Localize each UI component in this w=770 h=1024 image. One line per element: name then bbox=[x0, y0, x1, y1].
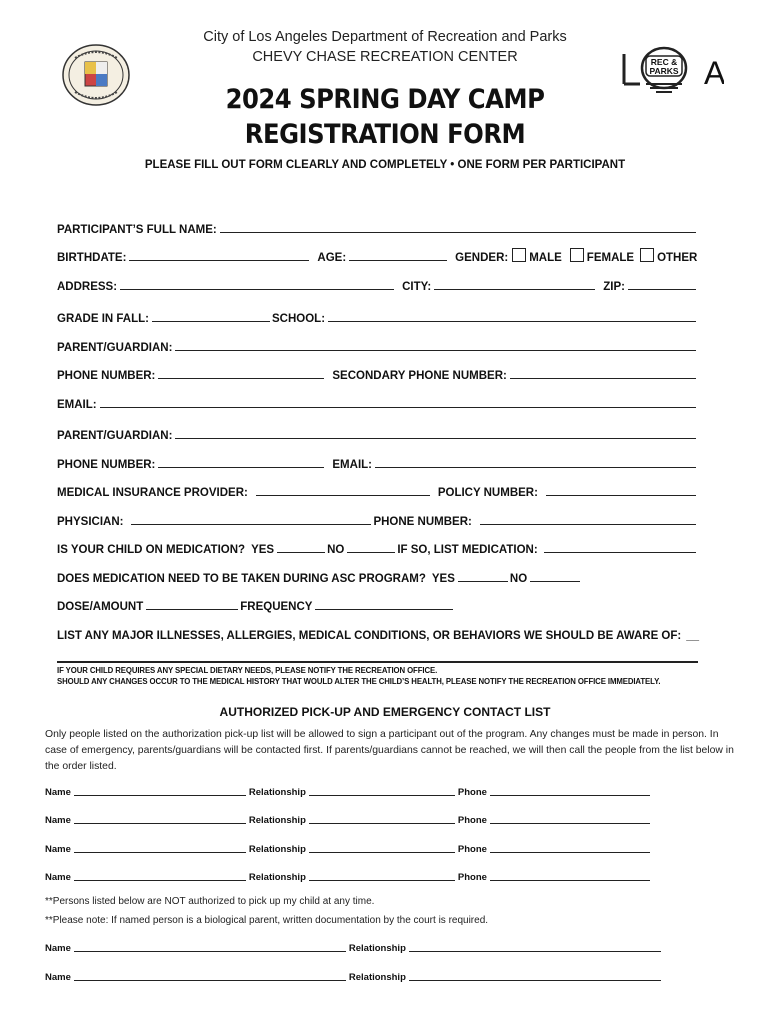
contact-phone-field[interactable] bbox=[490, 812, 650, 824]
contact-name-field[interactable] bbox=[74, 784, 246, 796]
illnesses-field[interactable]: __ bbox=[686, 630, 700, 642]
physician-row bbox=[57, 510, 698, 528]
unauthorized-relationship-field[interactable] bbox=[409, 940, 661, 952]
unauthorized-relationship-label: Relationship bbox=[348, 943, 406, 954]
unauthorized-row-2 bbox=[45, 967, 664, 983]
unauthorized-row-1 bbox=[45, 938, 664, 954]
city-label: CITY: bbox=[402, 281, 432, 293]
unauthorized-name-field[interactable] bbox=[74, 940, 346, 952]
medication-yes-field[interactable] bbox=[277, 539, 325, 553]
contact-relationship-label: Relationship bbox=[248, 815, 306, 826]
section-divider bbox=[57, 661, 698, 663]
contact-name-field[interactable] bbox=[74, 869, 246, 881]
grade-field[interactable] bbox=[152, 308, 270, 322]
contact-row-4 bbox=[45, 867, 653, 883]
contact-row-2 bbox=[45, 810, 653, 826]
unauthorized-name-label: Name bbox=[45, 972, 71, 983]
zip-field[interactable] bbox=[628, 276, 696, 290]
physician-phone-label: PHONE NUMBER: bbox=[373, 516, 472, 528]
asc-medication-question: DOES MEDICATION NEED TO BE TAKEN DURING ASC PROGRAM? bbox=[57, 573, 426, 585]
contact-row-3 bbox=[45, 839, 653, 855]
phone-1-field[interactable] bbox=[158, 365, 324, 379]
contact-relationship-field[interactable] bbox=[309, 869, 455, 881]
email-2-field[interactable] bbox=[375, 454, 696, 468]
email-1-field[interactable] bbox=[100, 394, 696, 408]
contact-name-label: Name bbox=[45, 844, 71, 855]
physician-field[interactable] bbox=[131, 511, 371, 525]
guardian-2-label: PARENT/GUARDIAN: bbox=[57, 430, 173, 442]
address-label: ADDRESS: bbox=[57, 281, 118, 293]
phone-2-field[interactable] bbox=[158, 454, 324, 468]
unauthorized-name-field[interactable] bbox=[74, 969, 346, 981]
contact-name-label: Name bbox=[45, 787, 71, 798]
asc-no-label: NO bbox=[509, 573, 528, 585]
logo-text-rec: REC & bbox=[650, 57, 678, 67]
physician-label: PHYSICIAN: bbox=[57, 516, 124, 528]
center-name: CHEVY CHASE RECREATION CENTER bbox=[252, 49, 518, 65]
logo-letter-a: A bbox=[704, 55, 724, 91]
contact-phone-label: Phone bbox=[457, 787, 487, 798]
illnesses-label: LIST ANY MAJOR ILLNESSES, ALLERGIES, MEDICAL CONDITIONS, OR BEHAVIORS WE SHOULD BE AWARE OF: bbox=[57, 630, 682, 642]
department-name: City of Los Angeles Department of Recreation and Parks bbox=[203, 29, 567, 45]
guardian-1-label: PARENT/GUARDIAN: bbox=[57, 342, 173, 354]
secondary-phone-field[interactable] bbox=[510, 365, 696, 379]
phone-2-label: PHONE NUMBER: bbox=[57, 459, 156, 471]
email-1-label: EMAIL: bbox=[57, 399, 97, 411]
age-field[interactable] bbox=[349, 247, 447, 261]
birthdate-label: BIRTHDATE: bbox=[57, 252, 127, 264]
phone-2-row bbox=[57, 453, 698, 471]
other-label: OTHER bbox=[657, 252, 698, 264]
grade-school-row bbox=[57, 307, 698, 325]
grade-label: GRADE IN FALL: bbox=[57, 313, 149, 325]
contact-relationship-field[interactable] bbox=[309, 841, 455, 853]
contact-relationship-field[interactable] bbox=[309, 784, 455, 796]
pickup-instructions: Only people listed on the authorization pick-up list will be allowed to sign a participant out of the program. Any changes must be made in person. In case of emergency, parents/guardians will be contacted first. If parents/guardians cannot be reached, we will then call the people from the list below in the order listed. bbox=[45, 729, 734, 772]
biological-parent-note: **Please note: If named person is a biological parent, written documentation by the court is required. bbox=[45, 915, 489, 926]
contact-phone-label: Phone bbox=[457, 815, 487, 826]
dose-field[interactable] bbox=[146, 596, 238, 610]
contact-phone-field[interactable] bbox=[490, 869, 650, 881]
contact-name-field[interactable] bbox=[74, 841, 246, 853]
contact-relationship-label: Relationship bbox=[248, 787, 306, 798]
contact-phone-label: Phone bbox=[457, 844, 487, 855]
email-2-label: EMAIL: bbox=[332, 459, 372, 471]
unauthorized-relationship-field[interactable] bbox=[409, 969, 661, 981]
participant-name-field[interactable] bbox=[220, 219, 696, 233]
medication-no-field[interactable] bbox=[347, 539, 395, 553]
age-label: AGE: bbox=[317, 252, 347, 264]
dose-row bbox=[57, 595, 467, 613]
city-field[interactable] bbox=[434, 276, 595, 290]
policy-label: POLICY NUMBER: bbox=[437, 487, 538, 499]
medication-question: IS YOUR CHILD ON MEDICATION? bbox=[57, 544, 246, 556]
school-label: SCHOOL: bbox=[272, 313, 326, 325]
asc-medication-row bbox=[57, 567, 602, 585]
logo-text-parks: PARKS bbox=[649, 66, 679, 76]
participant-name-row bbox=[57, 218, 698, 236]
contact-name-label: Name bbox=[45, 872, 71, 883]
guardian-2-field[interactable] bbox=[175, 425, 696, 439]
medication-no-label: NO bbox=[327, 544, 345, 556]
insurance-label: MEDICAL INSURANCE PROVIDER: bbox=[57, 487, 248, 499]
not-authorized-note: **Persons listed below are NOT authorized to pick up my child at any time. bbox=[45, 896, 375, 907]
insurance-field[interactable] bbox=[256, 482, 430, 496]
form-title-line-1: 2024 SPRING DAY CAMP bbox=[225, 84, 545, 115]
participant-name-label: PARTICIPANT’S FULL NAME: bbox=[57, 224, 217, 236]
guardian-2-row bbox=[57, 424, 698, 442]
list-medication-label: IF SO, LIST MEDICATION: bbox=[397, 544, 538, 556]
phone-1-row bbox=[57, 364, 698, 382]
gender-label: GENDER: bbox=[455, 252, 509, 264]
frequency-label: FREQUENCY bbox=[240, 601, 313, 613]
school-field[interactable] bbox=[328, 308, 696, 322]
insurance-row bbox=[57, 481, 698, 499]
illnesses-row bbox=[57, 624, 698, 642]
guardian-1-row bbox=[57, 336, 698, 354]
birthdate-field[interactable] bbox=[129, 247, 309, 261]
list-medication-field[interactable] bbox=[544, 539, 696, 553]
asc-no-field[interactable] bbox=[530, 568, 580, 582]
female-label: FEMALE bbox=[586, 252, 635, 264]
medical-change-notice: SHOULD ANY CHANGES OCCUR TO THE MEDICAL HISTORY THAT WOULD ALTER THE CHILD’S HEALTH, PLEASE NOTIFY THE RECREATION OFFICE IMMEDIATELY. bbox=[57, 677, 661, 686]
policy-field[interactable] bbox=[546, 482, 696, 496]
unauthorized-name-label: Name bbox=[45, 943, 71, 954]
address-field[interactable] bbox=[120, 276, 394, 290]
unauthorized-relationship-label: Relationship bbox=[348, 972, 406, 983]
medication-yes-label: YES bbox=[251, 544, 275, 556]
dose-label: DOSE/AMOUNT bbox=[57, 601, 144, 613]
address-row bbox=[57, 275, 698, 293]
zip-label: ZIP: bbox=[603, 281, 625, 293]
physician-phone-field[interactable] bbox=[480, 511, 696, 525]
asc-yes-field[interactable] bbox=[458, 568, 508, 582]
dietary-notice: IF YOUR CHILD REQUIRES ANY SPECIAL DIETARY NEEDS, PLEASE NOTIFY THE RECREATION OFFICE. bbox=[57, 666, 438, 675]
female-checkbox[interactable] bbox=[570, 248, 584, 262]
form-instructions: PLEASE FILL OUT FORM CLEARLY AND COMPLETELY • ONE FORM PER PARTICIPANT bbox=[144, 159, 626, 171]
phone-1-label: PHONE NUMBER: bbox=[57, 370, 156, 382]
secondary-phone-label: SECONDARY PHONE NUMBER: bbox=[332, 370, 507, 382]
male-label: MALE bbox=[529, 252, 562, 264]
pickup-heading: AUTHORIZED PICK-UP AND EMERGENCY CONTACT LIST bbox=[219, 705, 551, 719]
other-checkbox[interactable] bbox=[640, 248, 654, 262]
contact-phone-label: Phone bbox=[457, 872, 487, 883]
frequency-field[interactable] bbox=[315, 596, 453, 610]
asc-yes-label: YES bbox=[431, 573, 455, 585]
medication-row bbox=[57, 538, 698, 556]
contact-relationship-label: Relationship bbox=[248, 872, 306, 883]
contact-row-1 bbox=[45, 782, 653, 798]
birthdate-row bbox=[57, 246, 698, 264]
contact-phone-field[interactable] bbox=[490, 841, 650, 853]
contact-relationship-field[interactable] bbox=[309, 812, 455, 824]
guardian-1-field[interactable] bbox=[175, 337, 696, 351]
email-1-row bbox=[57, 393, 698, 411]
contact-phone-field[interactable] bbox=[490, 784, 650, 796]
contact-relationship-label: Relationship bbox=[248, 844, 306, 855]
contact-name-label: Name bbox=[45, 815, 71, 826]
form-title-line-2: REGISTRATION FORM bbox=[244, 119, 526, 150]
male-checkbox[interactable] bbox=[512, 248, 526, 262]
contact-name-field[interactable] bbox=[74, 812, 246, 824]
